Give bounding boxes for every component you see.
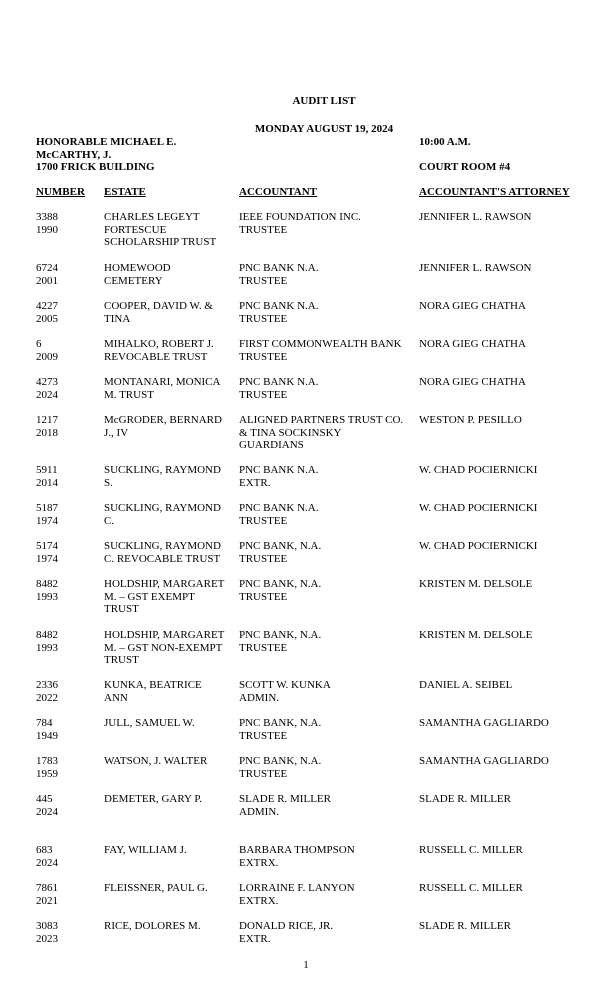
cell-attorney xyxy=(419,844,523,857)
cell-number-line: 1993 xyxy=(36,590,58,603)
cell-estate xyxy=(104,844,187,857)
cell-estate-line: JULL, SAMUEL W. xyxy=(104,717,195,729)
cell-attorney-line: NORA GIEG CHATHA xyxy=(419,338,526,350)
cell-number xyxy=(36,211,58,236)
cell-number xyxy=(36,629,58,654)
cell-number-line: 2014 xyxy=(36,476,58,489)
cell-accountant-line: PNC BANK N.A. xyxy=(239,464,319,476)
cell-estate xyxy=(104,211,216,249)
cell-estate xyxy=(104,414,222,439)
cell-accountant xyxy=(239,793,331,818)
cell-attorney xyxy=(419,262,531,275)
cell-number-line: 1217 xyxy=(36,414,58,426)
cell-number-line: 1959 xyxy=(36,767,58,780)
cell-accountant xyxy=(239,844,355,869)
cell-accountant-line: & TINA SOCKINSKY xyxy=(239,426,342,439)
cell-accountant-line: SCOTT W. KUNKA xyxy=(239,679,331,691)
cell-attorney xyxy=(419,414,522,427)
cell-number-line: 2005 xyxy=(36,312,58,325)
cell-accountant-line: TRUSTEE xyxy=(239,729,288,742)
cell-accountant xyxy=(239,414,403,452)
cell-number-line: 1974 xyxy=(36,514,58,527)
header-estate: ESTATE xyxy=(104,186,146,198)
cell-estate-line: M. – GST NON-EXEMPT xyxy=(104,641,223,654)
cell-number xyxy=(36,414,58,439)
cell-accountant-line: PNC BANK, N.A. xyxy=(239,629,322,641)
cell-number-line: 2024 xyxy=(36,856,58,869)
cell-estate-line: RICE, DOLORES M. xyxy=(104,920,201,932)
judge-line-2: McCARTHY, J. xyxy=(36,148,112,161)
cell-accountant xyxy=(239,262,318,287)
cell-accountant xyxy=(239,882,355,907)
cell-number-line: 1993 xyxy=(36,641,58,654)
cell-number-line: 2336 xyxy=(36,679,58,691)
cell-number-line: 1949 xyxy=(36,729,58,742)
cell-number-line: 2001 xyxy=(36,274,58,287)
cell-accountant-line: LORRAINE F. LANYON xyxy=(239,882,355,894)
cell-estate-line: SUCKLING, RAYMOND xyxy=(104,540,221,552)
cell-attorney xyxy=(419,882,523,895)
court-room: COURT ROOM #4 xyxy=(419,161,511,173)
cell-attorney-line: NORA GIEG CHATHA xyxy=(419,300,526,312)
cell-number-line: 3083 xyxy=(36,920,58,932)
cell-estate xyxy=(104,755,207,768)
cell-attorney-line: RUSSELL C. MILLER xyxy=(419,882,523,894)
cell-estate-line: M. TRUST xyxy=(104,388,154,401)
cell-estate-line: SCHOLARSHIP TRUST xyxy=(104,236,217,248)
cell-number xyxy=(36,464,58,489)
cell-accountant xyxy=(239,338,402,363)
cell-estate xyxy=(104,629,224,667)
cell-number xyxy=(36,920,58,945)
judge-block xyxy=(36,136,176,174)
cell-estate-line: FLEISSNER, PAUL G. xyxy=(104,882,208,894)
cell-attorney xyxy=(419,920,511,933)
cell-attorney xyxy=(419,211,531,224)
cell-attorney xyxy=(419,464,537,477)
cell-number-line: 445 xyxy=(36,793,53,805)
cell-number-line: 3388 xyxy=(36,211,58,223)
cell-accountant-line: EXTRX. xyxy=(239,894,279,907)
cell-estate-line: M. – GST EXEMPT xyxy=(104,590,195,603)
cell-number xyxy=(36,376,58,401)
cell-estate xyxy=(104,679,202,704)
cell-accountant xyxy=(239,920,333,945)
cell-accountant-line: PNC BANK, N.A. xyxy=(239,717,322,729)
cell-attorney xyxy=(419,540,537,553)
cell-number xyxy=(36,338,58,363)
cell-number-line: 8482 xyxy=(36,578,58,590)
cell-accountant-line: IEEE FOUNDATION INC. xyxy=(239,211,361,223)
cell-accountant-line: PNC BANK, N.A. xyxy=(239,578,322,590)
cell-attorney xyxy=(419,300,526,313)
cell-attorney xyxy=(419,793,511,806)
cell-estate-line: TRUST xyxy=(104,603,139,615)
cell-accountant-line: FIRST COMMONWEALTH BANK xyxy=(239,338,402,350)
cell-accountant xyxy=(239,629,321,654)
cell-estate xyxy=(104,882,208,895)
cell-estate-line: COOPER, DAVID W. & xyxy=(104,300,213,312)
cell-number-line: 784 xyxy=(36,717,53,729)
cell-number xyxy=(36,882,58,907)
cell-estate-line: SUCKLING, RAYMOND xyxy=(104,502,221,514)
cell-estate-line: HOLDSHIP, MARGARET xyxy=(104,629,225,641)
header-accountant: ACCOUNTANT xyxy=(239,186,318,198)
cell-estate-line: FORTESCUE xyxy=(104,223,167,236)
cell-number-line: 2018 xyxy=(36,426,58,439)
cell-accountant-line: PNC BANK N.A. xyxy=(239,300,319,312)
cell-accountant-line: TRUSTEE xyxy=(239,552,288,565)
cell-accountant-line: PNC BANK N.A. xyxy=(239,262,319,274)
cell-attorney-line: W. CHAD POCIERNICKI xyxy=(419,540,538,552)
cell-number-line: 6724 xyxy=(36,262,58,274)
cell-attorney xyxy=(419,679,512,692)
cell-estate-line: ANN xyxy=(104,691,128,704)
cell-accountant-line: PNC BANK, N.A. xyxy=(239,540,322,552)
cell-estate xyxy=(104,338,214,363)
cell-estate-line: TRUST xyxy=(104,654,139,666)
cell-estate-line: WATSON, J. WALTER xyxy=(104,755,208,767)
cell-attorney xyxy=(419,338,526,351)
cell-accountant xyxy=(239,717,321,742)
cell-accountant-line: TRUSTEE xyxy=(239,350,288,363)
cell-accountant xyxy=(239,464,318,489)
cell-number-line: 2021 xyxy=(36,894,58,907)
cell-accountant-line: PNC BANK N.A. xyxy=(239,502,319,514)
cell-number-line: 6 xyxy=(36,338,42,350)
cell-number xyxy=(36,844,58,869)
cell-accountant-line: TRUSTEE xyxy=(239,312,288,325)
cell-attorney xyxy=(419,717,549,730)
cell-number xyxy=(36,755,58,780)
cell-estate-line: HOMEWOOD xyxy=(104,262,171,274)
cell-estate-line: McGRODER, BERNARD xyxy=(104,414,222,426)
cell-attorney-line: WESTON P. PESILLO xyxy=(419,414,522,426)
judge-location: 1700 FRICK BUILDING xyxy=(36,161,155,173)
cell-accountant-line: TRUSTEE xyxy=(239,223,288,236)
cell-attorney-line: JENNIFER L. RAWSON xyxy=(419,262,532,274)
cell-accountant-line: ADMIN. xyxy=(239,805,280,818)
cell-number-line: 4227 xyxy=(36,300,58,312)
cell-accountant xyxy=(239,211,361,236)
cell-accountant-line: TRUSTEE xyxy=(239,590,288,603)
header-number: NUMBER xyxy=(36,186,85,198)
cell-estate-line: DEMETER, GARY P. xyxy=(104,793,202,805)
document-title: AUDIT LIST xyxy=(292,95,356,107)
cell-estate xyxy=(104,717,195,730)
cell-estate-line: KUNKA, BEATRICE xyxy=(104,679,202,691)
cell-number xyxy=(36,502,58,527)
cell-attorney-line: JENNIFER L. RAWSON xyxy=(419,211,532,223)
cell-accountant-line: TRUSTEE xyxy=(239,767,288,780)
cell-attorney-line: RUSSELL C. MILLER xyxy=(419,844,523,856)
cell-number-line: 1783 xyxy=(36,755,58,767)
cell-estate xyxy=(104,300,213,325)
cell-number xyxy=(36,679,58,704)
cell-accountant-line: DONALD RICE, JR. xyxy=(239,920,334,932)
cell-number-line: 5911 xyxy=(36,464,58,476)
cell-estate-line: HOLDSHIP, MARGARET xyxy=(104,578,225,590)
cell-estate xyxy=(104,920,201,933)
cell-attorney-line: W. CHAD POCIERNICKI xyxy=(419,464,538,476)
cell-accountant-line: BARBARA THOMPSON xyxy=(239,844,355,856)
cell-accountant xyxy=(239,502,318,527)
cell-number xyxy=(36,262,58,287)
cell-estate xyxy=(104,793,202,806)
judge-line-1: HONORABLE MICHAEL E. xyxy=(36,136,177,148)
cell-accountant-line: EXTR. xyxy=(239,932,271,945)
cell-accountant-line: PNC BANK N.A. xyxy=(239,376,319,388)
cell-accountant-line: EXTRX. xyxy=(239,856,279,869)
cell-number-line: 1990 xyxy=(36,223,58,236)
cell-number-line: 4273 xyxy=(36,376,58,388)
cell-attorney-line: SLADE R. MILLER xyxy=(419,920,511,932)
cell-estate-line: MONTANARI, MONICA xyxy=(104,376,221,388)
cell-accountant xyxy=(239,376,318,401)
cell-number-line: 683 xyxy=(36,844,53,856)
cell-accountant-line: PNC BANK, N.A. xyxy=(239,755,322,767)
cell-estate-line: TINA xyxy=(104,312,131,325)
cell-estate-line: REVOCABLE TRUST xyxy=(104,350,208,363)
cell-estate xyxy=(104,540,221,565)
cell-estate xyxy=(104,464,221,489)
cell-number-line: 2023 xyxy=(36,932,58,945)
cell-number-line: 1974 xyxy=(36,552,58,565)
cell-attorney xyxy=(419,502,537,515)
cell-accountant-line: EXTR. xyxy=(239,476,271,489)
cell-accountant xyxy=(239,540,321,565)
cell-estate xyxy=(104,578,224,616)
cell-number xyxy=(36,540,58,565)
cell-number xyxy=(36,578,58,603)
page-number: 1 xyxy=(303,959,309,971)
cell-accountant xyxy=(239,300,318,325)
cell-attorney-line: SAMANTHA GAGLIARDO xyxy=(419,717,549,729)
cell-estate-line: C. xyxy=(104,514,115,527)
cell-accountant-line: ADMIN. xyxy=(239,691,280,704)
cell-attorney-line: SLADE R. MILLER xyxy=(419,793,511,805)
cell-accountant-line: TRUSTEE xyxy=(239,641,288,654)
cell-attorney xyxy=(419,578,532,591)
cell-estate xyxy=(104,262,171,287)
header-attorney: ACCOUNTANT'S ATTORNEY xyxy=(419,186,570,198)
cell-estate-line: J., IV xyxy=(104,426,129,439)
cell-estate-line: CHARLES LEGEYT xyxy=(104,211,200,223)
cell-attorney xyxy=(419,629,532,642)
cell-attorney xyxy=(419,755,549,768)
cell-number-line: 2009 xyxy=(36,350,58,363)
cell-number-line: 2024 xyxy=(36,388,58,401)
cell-number-line: 2024 xyxy=(36,805,58,818)
cell-estate-line: C. REVOCABLE TRUST xyxy=(104,552,221,565)
column-headers xyxy=(0,186,612,200)
cell-accountant-line: TRUSTEE xyxy=(239,274,288,287)
cell-attorney-line: NORA GIEG CHATHA xyxy=(419,376,526,388)
cell-attorney-line: KRISTEN M. DELSOLE xyxy=(419,578,533,590)
time-room-block xyxy=(419,136,510,174)
hearing-date: MONDAY AUGUST 19, 2024 xyxy=(254,123,394,135)
cell-estate xyxy=(104,376,220,401)
hearing-time: 10:00 A.M. xyxy=(419,136,471,148)
cell-attorney-line: SAMANTHA GAGLIARDO xyxy=(419,755,549,767)
cell-accountant xyxy=(239,578,321,603)
cell-attorney-line: DANIEL A. SEIBEL xyxy=(419,679,513,691)
cell-attorney-line: W. CHAD POCIERNICKI xyxy=(419,502,538,514)
cell-attorney xyxy=(419,376,526,389)
cell-number xyxy=(36,793,58,818)
cell-estate-line: SUCKLING, RAYMOND xyxy=(104,464,221,476)
cell-estate xyxy=(104,502,221,527)
cell-accountant-line: TRUSTEE xyxy=(239,514,288,527)
cell-number-line: 5187 xyxy=(36,502,58,514)
cell-number xyxy=(36,300,58,325)
cell-number-line: 7861 xyxy=(36,882,58,894)
cell-estate-line: CEMETERY xyxy=(104,274,163,287)
cell-number xyxy=(36,717,58,742)
cell-estate-line: S. xyxy=(104,476,113,489)
cell-accountant xyxy=(239,755,321,780)
cell-accountant-line: TRUSTEE xyxy=(239,388,288,401)
cell-number-line: 2022 xyxy=(36,691,58,704)
cell-accountant-line: GUARDIANS xyxy=(239,439,304,451)
cell-number-line: 5174 xyxy=(36,540,58,552)
cell-accountant-line: SLADE R. MILLER xyxy=(239,793,331,805)
cell-accountant-line: ALIGNED PARTNERS TRUST CO. xyxy=(239,414,404,426)
cell-estate-line: FAY, WILLIAM J. xyxy=(104,844,187,856)
cell-estate-line: MIHALKO, ROBERT J. xyxy=(104,338,214,350)
cell-accountant xyxy=(239,679,331,704)
cell-attorney-line: KRISTEN M. DELSOLE xyxy=(419,629,533,641)
cell-number-line: 8482 xyxy=(36,629,58,641)
